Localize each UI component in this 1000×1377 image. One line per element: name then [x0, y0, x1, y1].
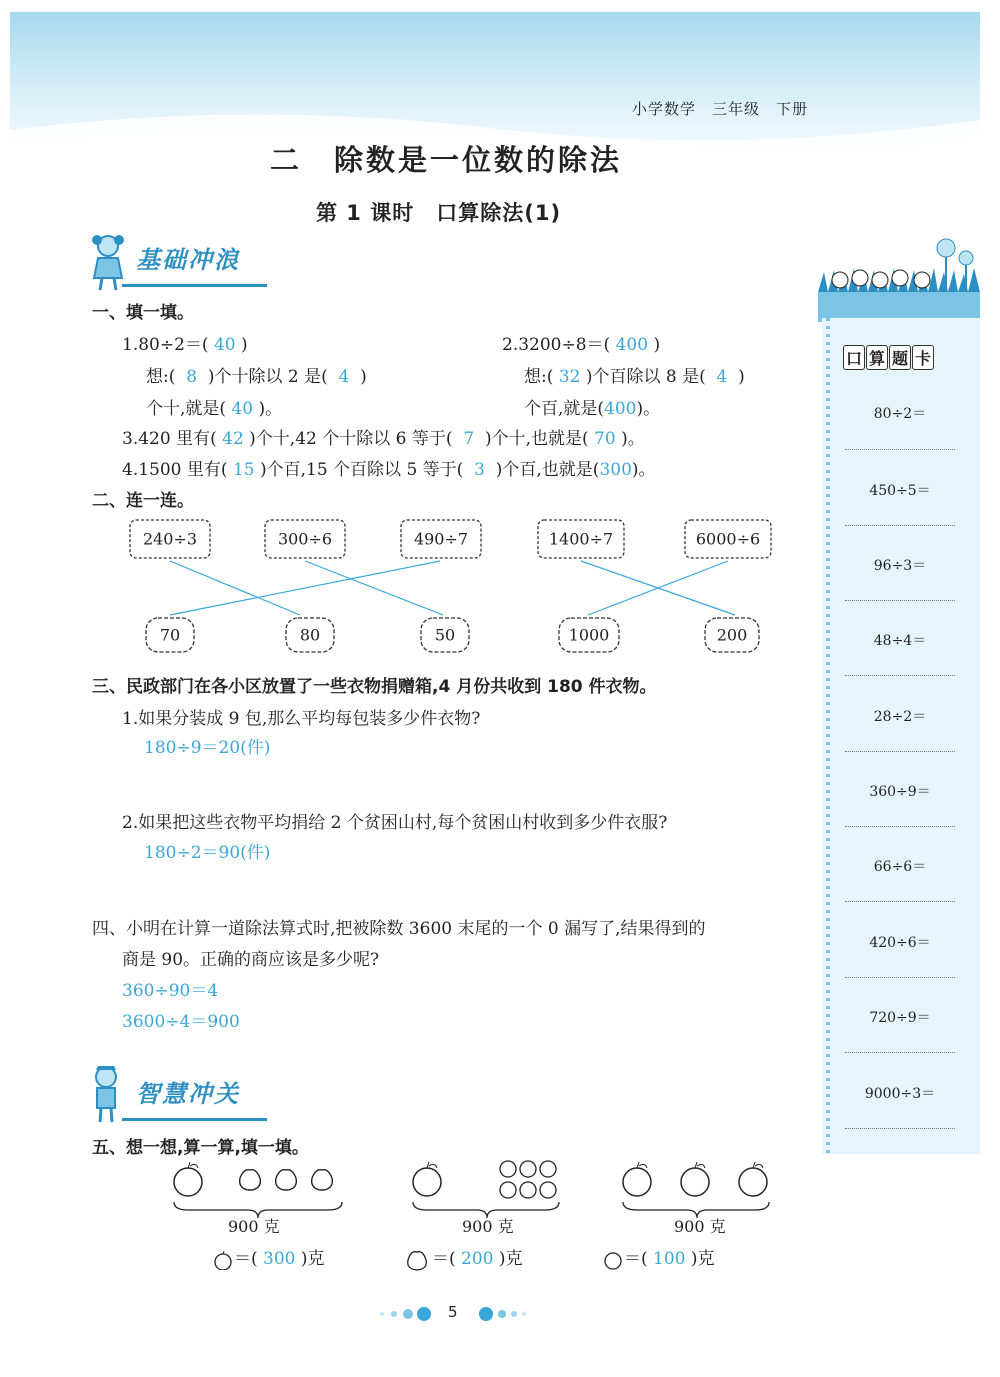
answer: 40 — [231, 399, 254, 419]
apple-icon — [212, 1250, 234, 1270]
q4-answer1: 360÷90＝4 — [122, 981, 219, 1001]
q5-heading: 五、想一想,算一算,填一填。 — [92, 1138, 309, 1158]
drill-item: 96÷3＝ — [873, 558, 927, 574]
match-bottom-box-3[interactable]: 50 — [418, 615, 472, 655]
section-basic-underline — [122, 284, 267, 287]
girl-mascot-icon — [88, 232, 128, 292]
q1-item2-line1: 2.3200÷8＝( 400 ) — [502, 335, 661, 355]
drill-answer-line[interactable] — [845, 1052, 955, 1053]
group1-total: 900 克 — [228, 1217, 280, 1236]
boy-mascot-icon — [88, 1064, 124, 1124]
answer: 400 — [604, 399, 637, 419]
lesson-title: 第 1 课时 口算除法(1) — [316, 201, 562, 225]
match-top-box-5[interactable]: 6000÷6 — [682, 517, 774, 561]
answer: 8 — [186, 367, 198, 387]
drill-item: 80÷2＝ — [873, 406, 927, 422]
q3-sub1: 1.如果分装成 9 包,那么平均每包装多少件衣物? — [122, 709, 481, 729]
answer: 42 — [222, 429, 244, 449]
q2-heading: 二、连一连。 — [92, 491, 194, 511]
answer: 70 — [594, 429, 616, 449]
drill-item: 66÷6＝ — [873, 859, 927, 875]
orange-icon — [602, 1250, 624, 1270]
q4-heading-line1: 四、小明在计算一道除法算式时,把被除数 3600 末尾的一个 0 漏写了,结果得到的 — [92, 919, 706, 939]
sidebar-dotted-edge — [826, 318, 830, 1154]
q1-item3: 3.420 里有( 42 )个十,42 个十除以 6 等于( 7 )个十,也就是( 70 )。 — [122, 429, 645, 449]
q1-item4: 4.1500 里有( 15 )个百,15 个百除以 5 等于( 3 )个百,也就是(300)。 — [122, 460, 656, 480]
drill-item: 450÷5＝ — [869, 483, 931, 499]
oral-calc-card-title: 口 算 题 卡 — [843, 345, 935, 370]
pear-icon — [402, 1248, 432, 1272]
q5-orange-answer: ＝( 100 )克 — [602, 1244, 715, 1270]
match-bottom-box-5[interactable]: 200 — [702, 615, 762, 655]
series-label: 小学数学 三年级 下册 — [632, 100, 809, 118]
q3-answer1: 180÷9＝20(件) — [144, 738, 271, 758]
match-top-box-2[interactable]: 300÷6 — [262, 517, 348, 561]
q5-apple-answer: ＝( 300 )克 — [212, 1244, 325, 1270]
match-bottom-box-4[interactable]: 1000 — [556, 615, 622, 655]
q1-item2-line3: 个百,就是(400)。 — [524, 399, 661, 419]
kids-flowers-illustration — [818, 222, 980, 322]
q3-answer2: 180÷2＝90(件) — [144, 843, 271, 863]
section-basic-title: 基础冲浪 — [136, 246, 240, 274]
page-number: 5 — [448, 1303, 458, 1321]
answer: 200 — [461, 1249, 494, 1269]
answer: 300 — [599, 460, 632, 480]
unit-title: 二 除数是一位数的除法 — [270, 143, 623, 177]
group2-total: 900 克 — [462, 1217, 514, 1236]
q1-heading: 一、填一填。 — [92, 303, 194, 323]
drill-answer-line[interactable] — [845, 449, 955, 450]
drill-item: 9000÷3＝ — [864, 1086, 936, 1102]
match-bottom-box-2[interactable]: 80 — [283, 615, 337, 655]
q4-heading-line2: 商是 90。正确的商应该是多少呢? — [122, 950, 380, 970]
match-top-box-3[interactable]: 490÷7 — [398, 517, 484, 561]
q5-pear-answer: ＝( 200 )克 — [402, 1244, 523, 1272]
drill-item: 420÷6＝ — [869, 935, 931, 951]
match-top-box-1[interactable]: 240÷3 — [127, 517, 213, 561]
section-challenge-title: 智慧冲关 — [136, 1080, 240, 1108]
answer: 100 — [653, 1249, 686, 1269]
q3-sub2: 2.如果把这些衣物平均捐给 2 个贫困山村,每个贫困山村收到多少件衣服? — [122, 813, 668, 833]
oral-calc-sidebar — [822, 318, 980, 1154]
drill-answer-line[interactable] — [845, 525, 955, 526]
drill-answer-line[interactable] — [845, 751, 955, 752]
drill-item: 28÷2＝ — [873, 709, 927, 725]
group3-total: 900 克 — [674, 1217, 726, 1236]
answer: 15 — [232, 460, 255, 480]
match-bottom-box-1[interactable]: 70 — [143, 615, 197, 655]
drill-answer-line[interactable] — [845, 977, 955, 978]
q1-item2-line2: 想:( 32 )个百除以 8 是( 4 ) — [524, 367, 745, 387]
drill-answer-line[interactable] — [845, 901, 955, 902]
answer: 4 — [338, 367, 350, 387]
q4-answer2: 3600÷4＝900 — [122, 1012, 240, 1032]
drill-item: 48÷4＝ — [873, 633, 927, 649]
drill-answer-line[interactable] — [845, 826, 955, 827]
answer: 7 — [463, 429, 475, 449]
answer: 40 — [213, 335, 236, 355]
q3-heading: 三、民政部门在各小区放置了一些衣物捐赠箱,4 月份共收到 180 件衣物。 — [92, 677, 657, 697]
q1-item1-line3: 个十,就是( 40 )。 — [146, 399, 283, 419]
section-challenge-underline — [122, 1118, 267, 1121]
drill-answer-line[interactable] — [845, 600, 955, 601]
drill-item: 720÷9＝ — [869, 1010, 931, 1026]
q1-item1-line1: 1.80÷2＝( 40 ) — [122, 335, 248, 355]
drill-item: 360÷9＝ — [869, 784, 931, 800]
answer: 32 — [558, 367, 581, 387]
answer: 400 — [615, 335, 649, 355]
match-top-box-4[interactable]: 1400÷7 — [535, 517, 627, 561]
drill-answer-line[interactable] — [845, 675, 955, 676]
q1-item1-line2: 想:( 8 )个十除以 2 是( 4 ) — [146, 367, 367, 387]
answer: 4 — [716, 367, 728, 387]
drill-answer-line[interactable] — [845, 1128, 955, 1129]
answer: 3 — [474, 460, 485, 480]
answer: 300 — [263, 1249, 296, 1269]
